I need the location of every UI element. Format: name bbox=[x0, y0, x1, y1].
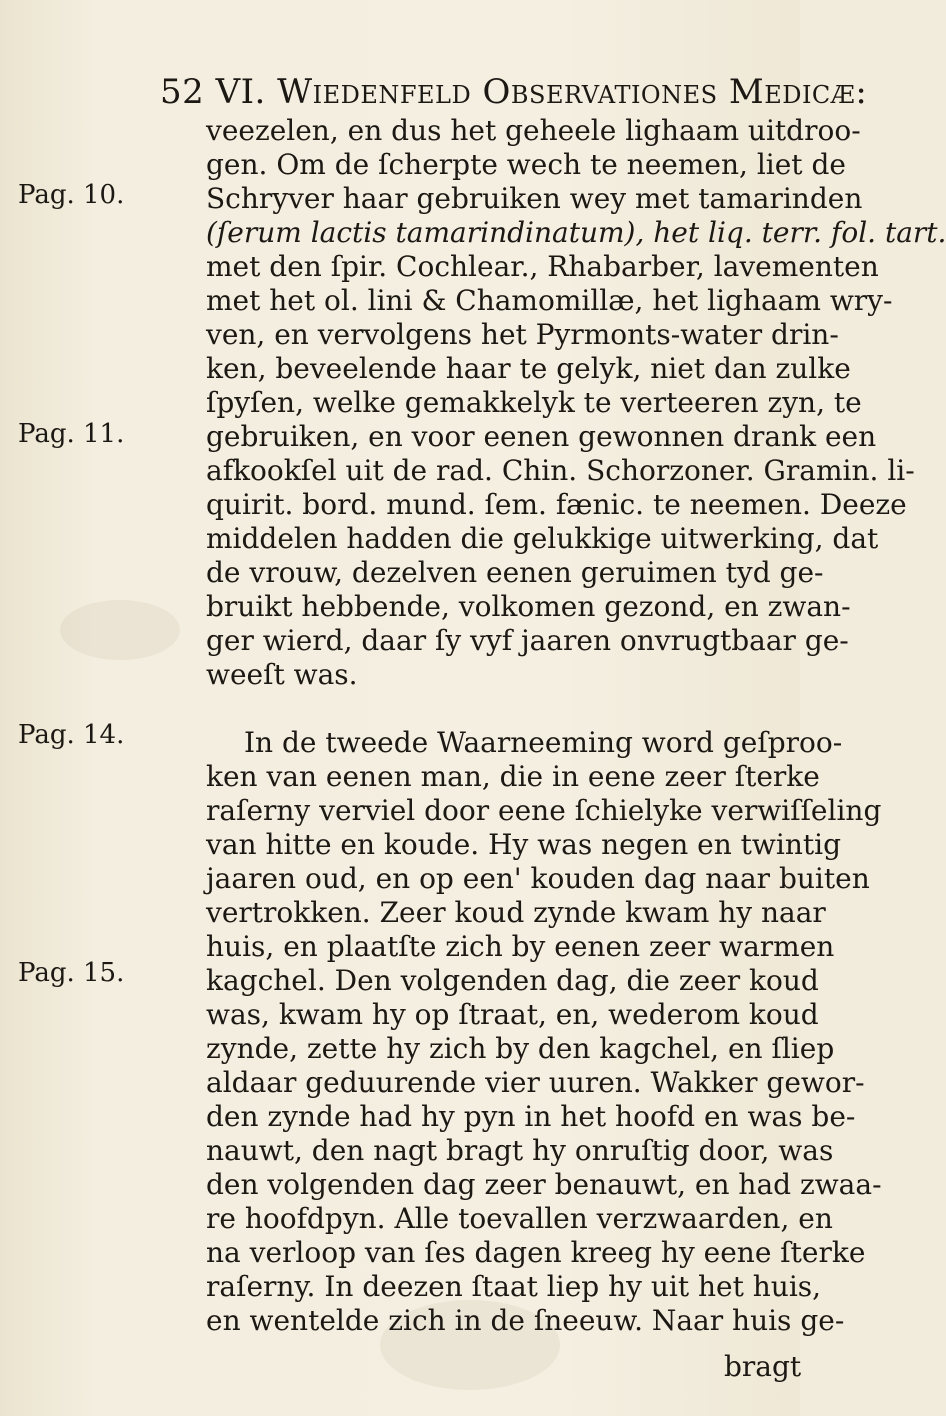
text-line: weeſt was. bbox=[206, 658, 358, 691]
text-line: veezelen, en dus het geheele lighaam uitdroo- bbox=[206, 114, 861, 147]
text-line: met het ol. lini & Chamomillæ, het lighaam wry- bbox=[206, 284, 893, 317]
text-line: kagchel. Den volgenden dag, die zeer koud bbox=[206, 964, 819, 997]
text-line: Schryver haar gebruiken wey met tamarinden bbox=[206, 182, 863, 215]
text-line: In de tweede Waarneeming word geſproo- bbox=[244, 726, 843, 759]
text-line: gebruiken, en voor eenen gewonnen drank een bbox=[206, 420, 877, 453]
text-line: gen. Om de ſcherpte wech te neemen, liet de bbox=[206, 148, 846, 181]
catchword: bragt bbox=[724, 1350, 802, 1383]
text-line: ger wierd, daar ſy vyf jaaren onvrugtbaar ge- bbox=[206, 624, 849, 657]
text-line: huis, en plaatſte zich by eenen zeer warmen bbox=[206, 930, 835, 963]
body-text bbox=[206, 114, 946, 1338]
text-line: met den ſpir. Cochlear., Rhabarber, lavementen bbox=[206, 250, 879, 283]
text-line: afkookſel uit de rad. Chin. Schorzoner. Gramin. li- bbox=[206, 454, 915, 487]
text-line: quirit. bord. mund. ſem. fænic. te neemen. Deeze bbox=[206, 488, 907, 521]
margin-page-ref: Pag. 11. bbox=[18, 419, 125, 449]
text-line: ven, en vervolgens het Pyrmonts-water drin- bbox=[206, 318, 839, 351]
margin-page-ref: Pag. 10. bbox=[18, 180, 125, 210]
text-line: bruikt hebbende, volkomen gezond, en zwan- bbox=[206, 590, 851, 623]
margin-page-ref: Pag. 14. bbox=[18, 720, 125, 750]
text-line: zynde, zette hy zich by den kagchel, en ſliep bbox=[206, 1032, 835, 1065]
text-line: (ſerum lactis tamarindinatum), het liq. terr. fol. tart. bbox=[206, 216, 946, 249]
text-line: ſpyſen, welke gemakkelyk te verteeren zyn, te bbox=[206, 386, 862, 419]
text-line: den volgenden dag zeer benauwt, en had zwaa- bbox=[206, 1168, 882, 1201]
text-line: raſerny verviel door eene ſchielyke verwiſſeling bbox=[206, 794, 882, 827]
paper-stain bbox=[60, 600, 180, 660]
text-line: raſerny. In deezen ſtaat liep hy uit het huis, bbox=[206, 1270, 822, 1303]
text-line: en wentelde zich in de ſneeuw. Naar huis ge- bbox=[206, 1304, 845, 1337]
text-line: was, kwam hy op ſtraat, en, wederom koud bbox=[206, 998, 819, 1031]
paragraph-gap bbox=[206, 692, 788, 726]
text-line: van hitte en koude. Hy was negen en twintig bbox=[206, 828, 842, 861]
text-line: aldaar geduurende vier uuren. Wakker gewor- bbox=[206, 1066, 865, 1099]
text-line: middelen hadden die gelukkige uitwerking, dat bbox=[206, 522, 879, 555]
text-line: na verloop van ſes dagen kreeg hy eene ſterke bbox=[206, 1236, 866, 1269]
text-line: vertrokken. Zeer koud zynde kwam hy naar bbox=[206, 896, 826, 929]
margin-page-ref: Pag. 15. bbox=[18, 958, 125, 988]
text-line: nauwt, den nagt bragt hy onruſtig door, was bbox=[206, 1134, 834, 1167]
text-line: den zynde had hy pyn in het hoofd en was be- bbox=[206, 1100, 856, 1133]
text-line: jaaren oud, en op een' kouden dag naar buiten bbox=[206, 862, 870, 895]
text-line: ken, beveelende haar te gelyk, niet dan zulke bbox=[206, 352, 851, 385]
text-line: re hoofdpyn. Alle toevallen verzwaarden, en bbox=[206, 1202, 833, 1235]
running-head: 52 VI. Wiedenfeld Observationes Medicæ: bbox=[160, 72, 868, 112]
text-line: ken van eenen man, die in eene zeer ſterke bbox=[206, 760, 820, 793]
text-line: de vrouw, dezelven eenen geruimen tyd ge- bbox=[206, 556, 824, 589]
